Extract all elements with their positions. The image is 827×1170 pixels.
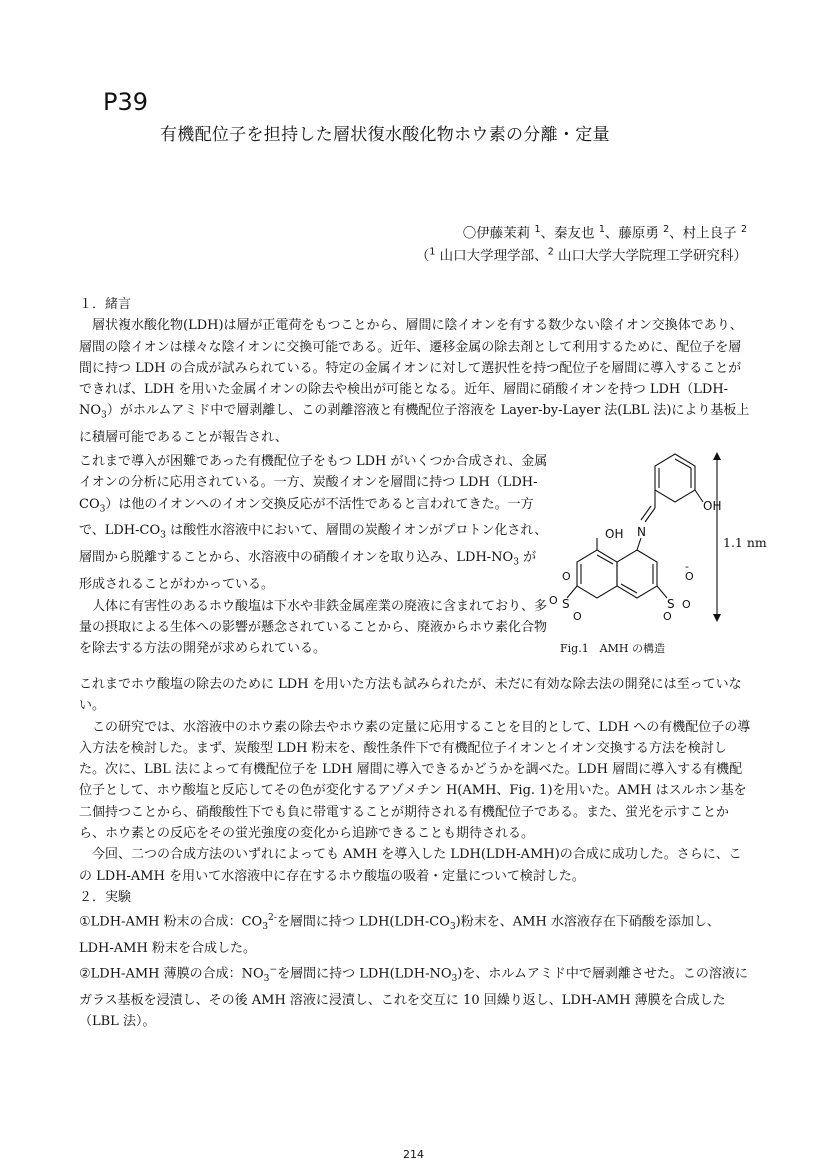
naphthalene-ring-left	[577, 550, 617, 598]
oxygen-label: O	[685, 570, 694, 583]
oxygen-label: O	[663, 610, 672, 623]
intro-paragraph-2: 人体に有害性のあるホウ酸塩は下水や非鉄金属産業の廃液に含まれており、多量の摂取による生体への影響が懸念されていることから、廃液からホウ素化合物を除去する方法の開発が求められている。	[79, 598, 548, 657]
affiliation: （$^1$ 山口大学理学部、$^2$ 山口大学大学院理工学研究科）	[415, 246, 747, 264]
intro-paragraph-2-cont: これまでホウ酸塩の除去のために LDH を用いた方法も試みられたが、未だに有効な除去法の開発には至っていない。	[79, 677, 742, 714]
intro-paragraph-1-cont: これまで導入が困難であった有機配位子をもつ LDH がいくつか合成され、金属イオンの分析に応用されている。一方、炭酸イオンを層間に持つ $LDH(LDH-CO_3)$は他のイオンへのイオン交換反応が不活性であると言われてきた。一方で、LDH-$CO_3$ は酸性水溶液中において、層間の炭酸イオンがプロトン化され、層間から脱離することから、水溶液中の硝酸イオンを取り込み、LDH-$NO_3$ が形成されることがわかっている。	[79, 454, 548, 593]
oxygen-label: O	[562, 570, 571, 583]
section1-block-top	[79, 294, 751, 449]
intro-paragraph-3: この研究では、水溶液中のホウ素の除去やホウ素の定量に応用することを目的として、LDH への有機配位子の導入方法を検討した。まず、炭酸型 LDH 粉末を、酸性条件下で有機配位子イオンとイオン交換する方法を検討した。次に、LBL 法によって有機配位子を LDH 層間に導入できるかどうかを調べた。LDH 層間に導入する有機配位子として、ホウ酸塩と反応してその色が変化するアゾメチン H(AMH、Fig. 1)を用いた。AMH はスルホン基を二個持つことから、硝酸酸性下でも負に帯電することが期待される有機配位子である。また、蛍光を示すことから、ホウ素との反応をその蛍光強度の変化から追跡できることも期待される。	[79, 719, 751, 842]
amh-structure-figure	[545, 450, 785, 630]
hydroxyl-label-top: OH	[703, 499, 722, 513]
dimension-label: 1.1 nm	[723, 535, 767, 550]
oxygen-label: O	[573, 610, 582, 623]
section2-heading: ２．実験	[79, 889, 132, 905]
section1-block-bottom	[79, 674, 751, 1033]
sulfur-label-right: S	[667, 597, 675, 611]
experiment-item-1: ①LDH-AMH 粉末の合成：$CO_3^{2-}$を層間に持つ $LDH(LDH-CO_3)$粉末を、AMH 水溶液存在下硝酸を添加し、LDH-AMH 粉末を合成した。	[79, 913, 720, 957]
experiment-item-2: ②LDH-AMH 薄膜の合成：$NO_3^-$を層間に持つ $LDH(LDH-NO_3)$を、ホルムアミド中で層剥離させた。この溶液にガラス基板を浸漬し、その後 AMH 溶液に浸漬し、これを交互に 10 回繰り返し、LDH-AMH 薄膜を合成した（LBL 法）。	[79, 964, 748, 1030]
section1-block-narrow	[79, 451, 549, 659]
page-number: 214	[403, 1148, 424, 1161]
intro-paragraph-4: 今回、二つの合成方法のいずれによっても AMH を導入した LDH(LDH-AMH)の合成に成功した。さらに、この LDH-AMH を用いて水溶液中に存在するホウ酸塩の吸着・定量について検討した。	[79, 847, 742, 884]
poster-code: P39	[103, 88, 149, 116]
phenol-ring	[655, 454, 695, 502]
oxygen-label: O	[549, 594, 558, 607]
sulfur-label-left: S	[562, 597, 570, 611]
nitrogen-label: N	[637, 525, 646, 539]
section1-heading: １．緒言	[79, 297, 132, 312]
hydroxyl-label-left: OH	[605, 527, 624, 541]
intro-paragraph-1: 層状複水酸化物(LDH)は層が正電荷をもつことから、層間に陰イオンを有する数少ない陰イオン交換体であり、層間の陰イオンは様々な陰イオンに交換可能である。近年、遷移金属の除去剤として利用するために、配位子を層間に持つ LDH の合成が試みられている。特定の金属イオンに対して選択性を持つ配位子を層間に導入することができれば、LDH を用いた金属イオンの除去や検出が可能となる。近年、層間に硝酸イオンを持つ $LDH(LDH-NO_3)$がホルムアミド中で層剥離し、この剥離溶液と有機配位子溶液を Layer-by-Layer 法(LBL 法)により基板上に積層可能であることが報告され、	[79, 318, 750, 446]
naphthalene-ring-right	[617, 550, 657, 598]
oxygen-label: O	[682, 598, 691, 611]
figure-caption: Fig.1 AMH の構造	[560, 642, 665, 655]
paper-title: 有機配位子を担持した層状復水酸化物ホウ素の分離・定量	[160, 125, 610, 145]
author-list: 〇伊藤茉莉 $^1$、秦友也 $^1$、藤原勇 $^2$、村上良子 $^2$	[462, 224, 747, 242]
charge-label: -	[685, 560, 689, 573]
